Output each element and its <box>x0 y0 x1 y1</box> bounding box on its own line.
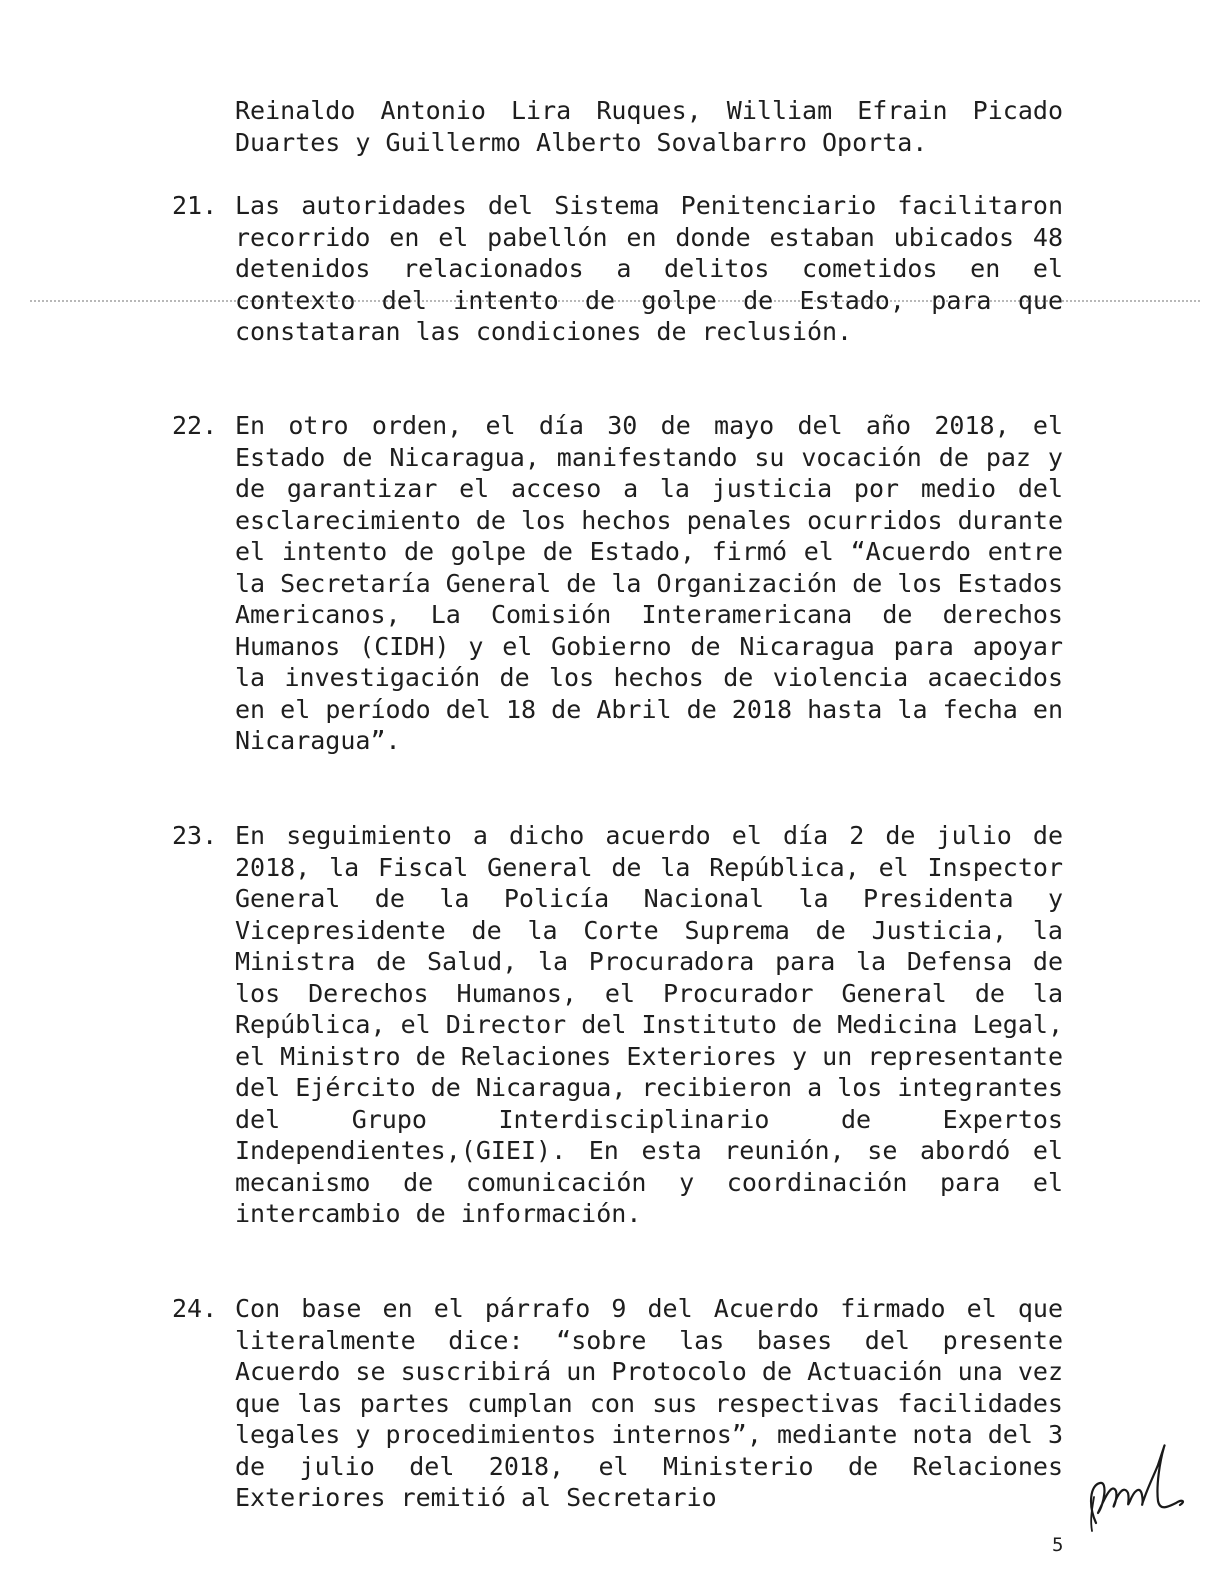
paragraph-23 <box>172 820 1063 1230</box>
paragraph-text: Con base en el párrafo 9 del Acuerdo firmado el que literalmente dice: “sobre las bases del presente Acuerdo se suscribirá un Protocolo de Actuación una vez que las partes cumplan con sus respectivas facilidades legales y procedimientos internos”, mediante nota del 3 de julio del 2018, el Ministerio de Relaciones Exteriores remitió al Secretario <box>235 1294 1063 1512</box>
paragraph-number: 21. <box>172 191 218 220</box>
intro-text: Reinaldo Antonio Lira Ruques, William Efrain Picado Duartes y Guillermo Alberto Sovalbarro Oporta. <box>235 96 1063 157</box>
intro-paragraph <box>235 95 1063 158</box>
page-number: 5 <box>1052 1534 1064 1556</box>
paragraph-number: 22. <box>172 411 218 440</box>
paragraph-number: 24. <box>172 1294 218 1323</box>
handwritten-signature <box>1082 1435 1192 1535</box>
paragraph-text: Las autoridades del Sistema Penitenciario facilitaron recorrido en el pabellón en donde estaban ubicados 48 detenidos relacionados a delitos cometidos en el contexto del intento de golpe de Estado, para que constataran las condiciones de reclusión. <box>235 191 1063 346</box>
paragraph-number: 23. <box>172 821 218 850</box>
paragraph-21 <box>172 190 1063 348</box>
paragraph-22 <box>172 410 1063 757</box>
paragraph-text: En seguimiento a dicho acuerdo el día 2 de julio de 2018, la Fiscal General de la República, el Inspector General de la Policía Nacional la Presidenta y Vicepresidente de la Corte Suprema de Justicia, la Ministra de Salud, la Procuradora para la Defensa de los Derechos Humanos, el Procurador General de la República, el Director del Instituto de Medicina Legal, el Ministro de Relaciones Exteriores y un representante del Ejército de Nicaragua, recibieron a los integrantes del Grupo Interdisciplinario de Expertos Independientes,(GIEI). En esta reunión, se abordó el mecanismo de comunicación y coordinación para el intercambio de información. <box>235 821 1063 1228</box>
paragraph-text: En otro orden, el día 30 de mayo del año 2018, el Estado de Nicaragua, manifestando su vocación de paz y de garantizar el acceso a la justicia por medio del esclarecimiento de los hechos penales ocurridos durante el intento de golpe de Estado, firmó el “Acuerdo entre la Secretaría General de la Organización de los Estados Americanos, La Comisión Interamericana de derechos Humanos (CIDH) y el Gobierno de Nicaragua para apoyar la investigación de los hechos de violencia acaecidos en el período del 18 de Abril de 2018 hasta la fecha en Nicaragua”. <box>235 411 1063 755</box>
paragraph-24 <box>172 1293 1063 1514</box>
